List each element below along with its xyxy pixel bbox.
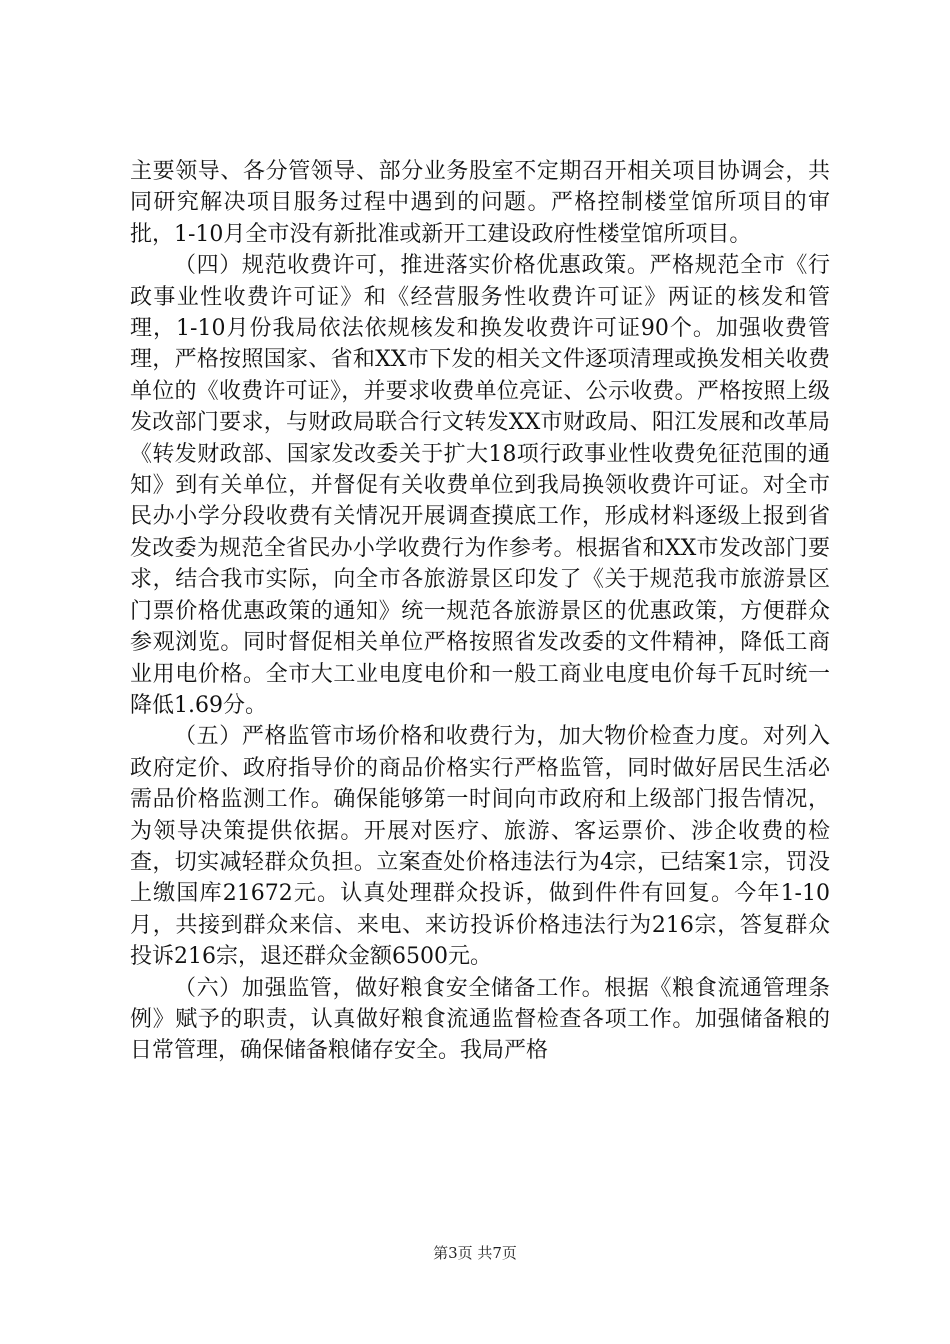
document-body — [130, 156, 830, 1067]
paragraph-3: （五）严格监管市场价格和收费行为，加大物价检查力度。对列入政府定价、政府指导价的商品价格实行严格监管，同时做好居民生活必需品价格监测工作。确保能够第一时间向市政府和上级部门报告情况，为领导决策提供依据。开展对医疗、旅游、客运票价、涉企收费的检查，切实减轻群众负担。立案查处价格违法行为4宗，已结案1宗，罚没上缴国库21672元。认真处理群众投诉，做到件件有回复。今年1-10月，共接到群众来信、来电、来访投诉价格违法行为216宗，答复群众投诉216宗，退还群众金额6500元。 — [130, 724, 830, 970]
paragraph-2: （四）规范收费许可，推进落实价格优惠政策。严格规范全市《行政事业性收费许可证》和《经营服务性收费许可证》两证的核发和管理，1-10月份我局依法依规核发和换发收费许可证90个。加强收费管理，严格按照国家、省和XX市下发的相关文件逐项清理或换发相关收费单位的《收费许可证》，并要求收费单位亮证、公示收费。严格按照上级发改部门要求，与财政局联合行文转发XX市财政局、阳江发展和改革局《转发财政部、国家发改委关于扩大18项行政事业性收费免征范围的通知》到有关单位，并督促有关收费单位到我局换领收费许可证。对全市民办小学分段收费有关情况开展调查摸底工作，形成材料逐级上报到省发改委为规范全省民办小学收费行为作参考。根据省和XX市发改部门要求，结合我市实际，向全市各旅游景区印发了《关于规范我市旅游景区门票价格优惠政策的通知》统一规范各旅游景区的优惠政策，方便群众参观浏览。同时督促相关单位严格按照省发改委的文件精神，降低工商业用电价格。全市大工业电度电价和一般工商业电度电价每千瓦时统一降低1.69分。 — [130, 253, 830, 718]
page-number-footer: 第3页 共7页 — [433, 1244, 517, 1262]
paragraph-1: 主要领导、各分管领导、部分业务股室不定期召开相关项目协调会，共同研究解决项目服务过程中遇到的问题。严格控制楼堂馆所项目的审批，1-10月全市没有新批准或新开工建设政府性楼堂馆所项目。 — [130, 159, 830, 247]
paragraph-4: （六）加强监管，做好粮食安全储备工作。根据《粮食流通管理条例》赋予的职责，认真做好粮食流通监督检查各项工作。加强储备粮的日常管理，确保储备粮储存安全。我局严格 — [130, 975, 830, 1064]
